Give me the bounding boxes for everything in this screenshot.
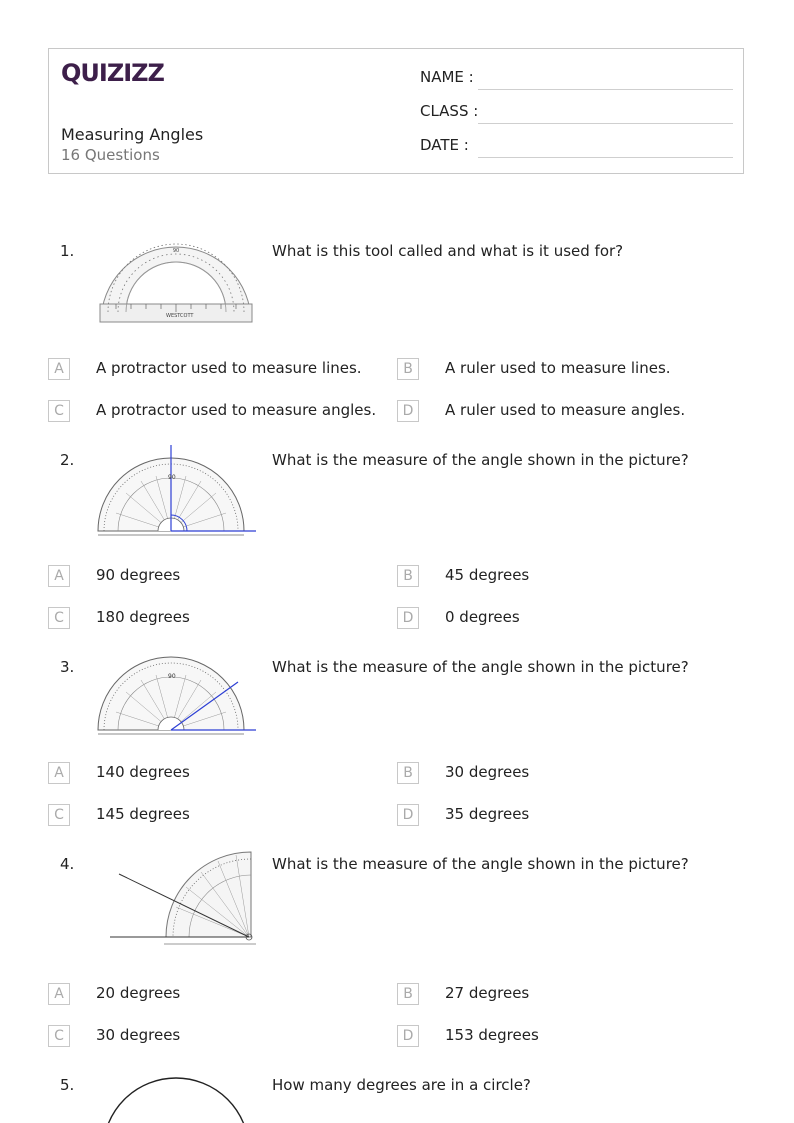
circle-outline-image — [96, 1076, 256, 1123]
name-label: NAME : — [420, 68, 474, 86]
option-letter: B — [397, 565, 419, 587]
option-text: 35 degrees — [445, 805, 530, 823]
option-letter: D — [397, 400, 419, 422]
option-letter: C — [48, 804, 70, 826]
option-text: 180 degrees — [96, 608, 190, 626]
option-text: A protractor used to measure angles. — [96, 401, 377, 419]
question-count: 16 Questions — [61, 146, 160, 164]
option-text: A ruler used to measure angles. — [445, 401, 686, 419]
protractor-angle-90-image — [96, 443, 256, 541]
option-text: 45 degrees — [445, 566, 530, 584]
option-text: 145 degrees — [96, 805, 190, 823]
option-letter: A — [48, 358, 70, 380]
option-text: 90 degrees — [96, 566, 181, 584]
question-number: 4. — [60, 855, 75, 873]
option-letter: D — [397, 607, 419, 629]
option-letter: C — [48, 400, 70, 422]
question-text: How many degrees are in a circle? — [272, 1076, 531, 1094]
option-text: 30 degrees — [96, 1026, 181, 1044]
option-letter: C — [48, 1025, 70, 1047]
svg-text:WESTCOTT: WESTCOTT — [166, 313, 194, 319]
option-text: 20 degrees — [96, 984, 181, 1002]
option-letter: D — [397, 804, 419, 826]
option-text: 27 degrees — [445, 984, 530, 1002]
date-field[interactable] — [420, 136, 733, 160]
option-text: 153 degrees — [445, 1026, 539, 1044]
option-letter: D — [397, 1025, 419, 1047]
option-letter: B — [397, 762, 419, 784]
protractor-photo-image — [96, 234, 256, 332]
svg-text:90: 90 — [172, 248, 180, 254]
question-text: What is the measure of the angle shown in the picture? — [272, 855, 689, 873]
option-letter: B — [397, 983, 419, 1005]
class-line — [478, 123, 733, 124]
svg-text:90: 90 — [168, 474, 176, 481]
question-text: What is this tool called and what is it used for? — [272, 242, 624, 260]
question-number: 5. — [60, 1076, 75, 1094]
option-text: A ruler used to measure lines. — [445, 359, 671, 377]
option-text: 0 degrees — [445, 608, 520, 626]
option-letter: A — [48, 762, 70, 784]
date-label: DATE : — [420, 136, 469, 154]
class-label: CLASS : — [420, 102, 479, 120]
worksheet-header — [48, 48, 744, 174]
question-number: 1. — [60, 242, 75, 260]
question-number: 2. — [60, 451, 75, 469]
question-text: What is the measure of the angle shown in the picture? — [272, 451, 689, 469]
class-field[interactable] — [420, 102, 733, 126]
name-field[interactable] — [420, 68, 733, 92]
svg-text:90: 90 — [168, 673, 176, 680]
option-letter: C — [48, 607, 70, 629]
protractor-angle-obtuse-image — [96, 847, 256, 945]
option-letter: A — [48, 983, 70, 1005]
date-line — [478, 157, 733, 158]
quizizz-logo: QUIZIZZ — [61, 59, 164, 87]
option-text: 140 degrees — [96, 763, 190, 781]
option-text: A protractor used to measure lines. — [96, 359, 362, 377]
option-letter: A — [48, 565, 70, 587]
question-number: 3. — [60, 658, 75, 676]
question-text: What is the measure of the angle shown in the picture? — [272, 658, 689, 676]
worksheet-title: Measuring Angles — [61, 125, 204, 144]
name-line — [478, 89, 733, 90]
option-text: 30 degrees — [445, 763, 530, 781]
protractor-angle-35-image — [96, 650, 256, 748]
option-letter: B — [397, 358, 419, 380]
